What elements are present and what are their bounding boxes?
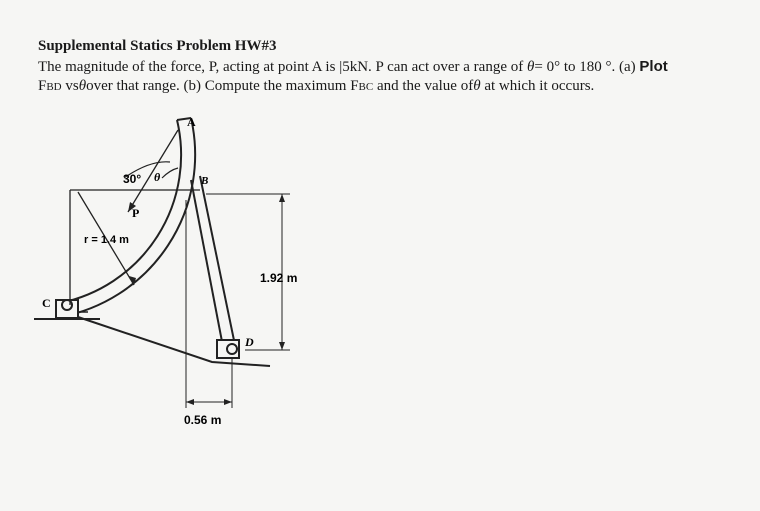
label-d: D [245, 335, 254, 349]
height-arrow-top [279, 194, 285, 202]
label-c: C [42, 296, 51, 310]
force-subscript: BD [46, 81, 62, 93]
width-arrow-right [224, 399, 232, 405]
theta-symbol: θ [527, 59, 535, 75]
plot-word: Plot [639, 58, 668, 75]
label-width: 0.56 m [184, 413, 222, 427]
statement-text: = 0° to 180 °. (a [534, 59, 631, 75]
statement-text: 5kN. P can act over a range of [342, 59, 527, 75]
statement-text: and the value of [373, 78, 474, 94]
label-a: A [187, 115, 196, 129]
height-arrow-bottom [279, 342, 285, 350]
label-radius: r = 1.4 m [84, 234, 129, 246]
statement-text: over that range. (b) Compute the maximum [86, 78, 351, 94]
ground-line-d [78, 317, 270, 366]
label-angle-30: 30° [123, 172, 142, 186]
width-arrow-left [186, 399, 194, 405]
statement-text: | [339, 59, 343, 75]
statement-text: at which it occurs. [480, 78, 595, 94]
statement-text: The magnitude of the force, P, acting at point A is [38, 59, 340, 75]
label-height: 1.92 m [260, 271, 298, 285]
force-symbol: F [38, 78, 47, 94]
statement-text: vs [61, 78, 79, 94]
statement-text: ) [630, 59, 636, 75]
label-p: P [132, 206, 140, 220]
theta-symbol: θ [473, 78, 481, 94]
theta-symbol: θ [78, 78, 87, 94]
force-symbol: F [350, 78, 359, 94]
angle-theta-arc [162, 168, 178, 178]
curved-member-inner [60, 118, 195, 317]
curved-member-outer [60, 120, 181, 303]
problem-title: Supplemental Statics Problem HW#3 [38, 38, 277, 54]
label-b: B [201, 175, 209, 187]
force-subscript: BC [358, 81, 374, 93]
label-angle-theta: θ [154, 170, 161, 184]
